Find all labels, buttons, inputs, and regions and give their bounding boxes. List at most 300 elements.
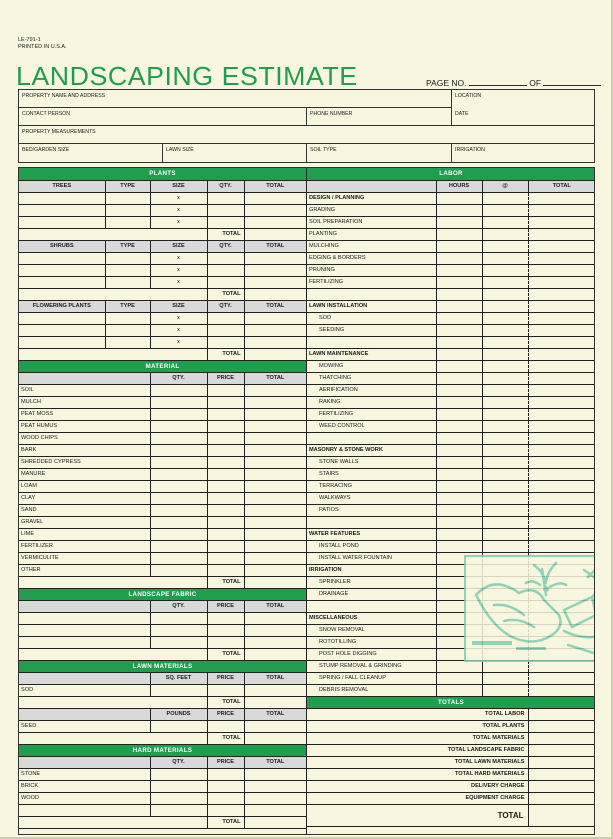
entry-cell[interactable] <box>244 480 306 492</box>
blank <box>307 432 436 444</box>
soil-type-field[interactable] <box>307 144 452 162</box>
entry-cell[interactable] <box>244 720 306 732</box>
x-mark: x <box>150 276 207 288</box>
entry-cell[interactable] <box>436 444 482 456</box>
entry-cell[interactable] <box>207 264 244 276</box>
entry-cell[interactable] <box>207 432 244 444</box>
entry-cell[interactable] <box>207 804 244 816</box>
entry-cell[interactable] <box>528 516 595 528</box>
entry-cell[interactable] <box>207 516 244 528</box>
material-row <box>19 516 306 528</box>
entry-cell[interactable] <box>436 204 482 216</box>
entry-cell[interactable] <box>436 360 482 372</box>
entry-cell[interactable] <box>482 504 528 516</box>
entry-cell[interactable] <box>150 528 207 540</box>
entry-cell[interactable] <box>244 804 306 816</box>
blank <box>19 648 207 660</box>
hard-row <box>19 780 306 792</box>
fabric-heading: LANDSCAPE FABRIC <box>19 588 306 600</box>
entry-cell[interactable] <box>482 216 528 228</box>
entry-cell[interactable] <box>482 360 528 372</box>
entry-cell[interactable] <box>482 444 528 456</box>
entry-cell[interactable] <box>528 444 595 456</box>
entry-cell[interactable] <box>150 480 207 492</box>
entry-cell[interactable] <box>436 276 482 288</box>
entry-cell[interactable] <box>528 396 595 408</box>
entry-cell[interactable] <box>528 732 595 744</box>
property-header-box <box>18 89 595 163</box>
entry-cell[interactable] <box>207 624 244 636</box>
entry-cell[interactable] <box>482 672 528 684</box>
entry-cell[interactable] <box>482 516 528 528</box>
entry-cell[interactable] <box>207 336 244 348</box>
entry-cell[interactable] <box>436 516 482 528</box>
entry-cell[interactable] <box>528 384 595 396</box>
entry-cell[interactable] <box>207 384 244 396</box>
entry-cell[interactable] <box>436 480 482 492</box>
labor-item-label: SPRING / FALL CLEANUP <box>307 672 436 684</box>
material-row <box>19 492 306 504</box>
entry-cell[interactable] <box>207 252 244 264</box>
labor-row <box>307 252 595 264</box>
totals-row <box>307 780 595 792</box>
entry-cell[interactable] <box>207 504 244 516</box>
entry-cell[interactable] <box>207 444 244 456</box>
entry-cell[interactable] <box>528 684 595 696</box>
entry-cell[interactable] <box>150 792 207 804</box>
entry-cell[interactable] <box>150 564 207 576</box>
entry-cell[interactable] <box>207 564 244 576</box>
entry-cell[interactable] <box>19 624 150 636</box>
labor-row <box>307 324 595 336</box>
entry-cell[interactable] <box>150 384 207 396</box>
material-item-label: PEAT MOSS <box>19 408 150 420</box>
entry-cell[interactable] <box>150 612 207 624</box>
entry-cell[interactable] <box>207 468 244 480</box>
price-header: PRICE <box>207 708 244 720</box>
entry-cell[interactable] <box>207 684 244 696</box>
entry-cell[interactable] <box>150 468 207 480</box>
entry-cell[interactable] <box>528 312 595 324</box>
entry-cell[interactable] <box>528 672 595 684</box>
entry-cell[interactable] <box>482 276 528 288</box>
entry-cell[interactable] <box>528 192 595 204</box>
entry-cell[interactable] <box>244 444 306 456</box>
blank <box>19 708 150 720</box>
labor-item-label: STAIRS <box>307 468 436 480</box>
contact-field[interactable] <box>19 108 307 126</box>
entry-cell[interactable] <box>528 792 595 804</box>
hard-item-label: STONE <box>19 768 150 780</box>
entry-cell[interactable] <box>482 264 528 276</box>
entry-cell[interactable] <box>528 216 595 228</box>
material-item-label: SHREDDED CYPRESS <box>19 456 150 468</box>
blank <box>19 756 150 768</box>
grand-total-label: TOTAL <box>307 804 528 826</box>
entry-cell[interactable] <box>150 516 207 528</box>
entry-cell[interactable] <box>244 492 306 504</box>
entry-cell[interactable] <box>244 516 306 528</box>
labor-row <box>307 492 595 504</box>
entry-cell[interactable] <box>528 708 595 720</box>
entry-cell[interactable] <box>244 288 306 300</box>
entry-cell[interactable] <box>436 684 482 696</box>
entry-cell[interactable] <box>244 216 306 228</box>
entry-cell[interactable] <box>244 732 306 744</box>
entry-cell[interactable] <box>528 456 595 468</box>
entry-cell[interactable] <box>19 324 105 336</box>
entry-cell[interactable] <box>482 228 528 240</box>
entry-cell[interactable] <box>207 492 244 504</box>
entry-cell[interactable] <box>436 324 482 336</box>
entry-cell[interactable] <box>150 420 207 432</box>
entry-cell[interactable] <box>482 420 528 432</box>
hard-item-label: WOOD <box>19 792 150 804</box>
labor-item-label: DRAINAGE <box>307 588 436 600</box>
entry-cell[interactable] <box>244 636 306 648</box>
material-item-label: CLAY <box>19 492 150 504</box>
page-no-line[interactable] <box>469 85 527 86</box>
entry-cell[interactable] <box>150 720 207 732</box>
size-header: SIZE <box>150 300 207 312</box>
entry-cell[interactable] <box>244 384 306 396</box>
entry-cell[interactable] <box>244 564 306 576</box>
entry-cell[interactable] <box>207 456 244 468</box>
labor-row <box>307 372 595 384</box>
material-row <box>19 468 306 480</box>
lawn-size-field[interactable] <box>163 144 307 162</box>
entry-cell[interactable] <box>19 336 105 348</box>
entry-cell[interactable] <box>207 552 244 564</box>
total-label: TOTAL <box>207 648 244 660</box>
entry-cell[interactable] <box>207 480 244 492</box>
entry-cell[interactable] <box>482 300 528 312</box>
page-no-label: PAGE NO. <box>426 78 467 88</box>
entry-cell[interactable] <box>244 456 306 468</box>
entry-cell[interactable] <box>19 612 150 624</box>
entry-cell[interactable] <box>244 396 306 408</box>
entry-cell[interactable] <box>436 528 482 540</box>
entry-cell[interactable] <box>436 336 482 348</box>
entry-cell[interactable] <box>436 408 482 420</box>
entry-cell[interactable] <box>207 636 244 648</box>
labor-item-label: FERTILIZING <box>307 408 436 420</box>
entry-cell[interactable] <box>244 576 306 588</box>
entry-cell[interactable] <box>207 420 244 432</box>
entry-cell[interactable] <box>19 192 105 204</box>
labor-row <box>307 360 595 372</box>
entry-cell[interactable] <box>482 408 528 420</box>
entry-cell[interactable] <box>482 492 528 504</box>
material-row <box>19 456 306 468</box>
qty-header: QTY. <box>207 300 244 312</box>
entry-cell[interactable] <box>482 396 528 408</box>
entry-cell[interactable] <box>436 468 482 480</box>
entry-cell[interactable] <box>19 216 105 228</box>
entry-cell[interactable] <box>436 288 482 300</box>
entry-cell[interactable] <box>528 240 595 252</box>
entry-cell[interactable] <box>150 768 207 780</box>
property-name-label: PROPERTY NAME AND ADDRESS <box>22 93 106 99</box>
entry-cell[interactable] <box>150 636 207 648</box>
entry-cell[interactable] <box>436 540 482 552</box>
entry-cell[interactable] <box>207 768 244 780</box>
date-field[interactable] <box>452 108 594 126</box>
entry-cell[interactable] <box>105 336 150 348</box>
seed-col-header <box>19 708 306 720</box>
totals-item-label: TOTAL MATERIALS <box>307 732 528 744</box>
entry-cell[interactable] <box>482 468 528 480</box>
entry-cell[interactable] <box>105 312 150 324</box>
entry-cell[interactable] <box>528 252 595 264</box>
entry-cell[interactable] <box>244 780 306 792</box>
entry-cell[interactable] <box>207 396 244 408</box>
entry-cell[interactable] <box>150 456 207 468</box>
flowering-entry-row <box>19 312 306 324</box>
entry-cell[interactable] <box>207 204 244 216</box>
entry-cell[interactable] <box>482 312 528 324</box>
entry-cell[interactable] <box>207 324 244 336</box>
trees-total-row <box>19 228 306 240</box>
entry-cell[interactable] <box>528 264 595 276</box>
entry-cell[interactable] <box>150 396 207 408</box>
entry-cell[interactable] <box>436 216 482 228</box>
entry-cell[interactable] <box>150 504 207 516</box>
entry-cell[interactable] <box>150 444 207 456</box>
entry-cell[interactable] <box>207 192 244 204</box>
entry-cell[interactable] <box>482 432 528 444</box>
entry-cell[interactable] <box>482 384 528 396</box>
entry-cell[interactable] <box>436 396 482 408</box>
entry-cell[interactable] <box>244 228 306 240</box>
entry-cell[interactable] <box>436 372 482 384</box>
entry-cell[interactable] <box>482 456 528 468</box>
entry-cell[interactable] <box>207 792 244 804</box>
entry-cell[interactable] <box>207 312 244 324</box>
labor-item-label: AERIFICATION <box>307 384 436 396</box>
labor-item-label: EDGING & BORDERS <box>307 252 436 264</box>
entry-cell[interactable] <box>528 348 595 360</box>
entry-cell[interactable] <box>482 192 528 204</box>
entry-cell[interactable] <box>482 348 528 360</box>
entry-cell[interactable] <box>528 756 595 768</box>
irrigation-field[interactable] <box>452 144 594 162</box>
entry-cell[interactable] <box>436 264 482 276</box>
entry-cell[interactable] <box>528 480 595 492</box>
entry-cell[interactable] <box>528 744 595 756</box>
x-mark: x <box>150 264 207 276</box>
entry-cell[interactable] <box>482 324 528 336</box>
entry-cell[interactable] <box>207 276 244 288</box>
entry-cell[interactable] <box>528 780 595 792</box>
material-row <box>19 408 306 420</box>
entry-cell[interactable] <box>436 240 482 252</box>
trees-entry-row <box>19 204 306 216</box>
entry-cell[interactable] <box>528 768 595 780</box>
entry-cell[interactable] <box>244 312 306 324</box>
entry-cell[interactable] <box>528 492 595 504</box>
entry-cell[interactable] <box>482 528 528 540</box>
entry-cell[interactable] <box>436 420 482 432</box>
entry-cell[interactable] <box>105 324 150 336</box>
entry-cell[interactable] <box>244 612 306 624</box>
entry-cell[interactable] <box>105 192 150 204</box>
entry-cell[interactable] <box>244 552 306 564</box>
entry-cell[interactable] <box>528 432 595 444</box>
entry-cell[interactable] <box>105 204 150 216</box>
labor-item-label: SOD <box>307 312 436 324</box>
total-header: TOTAL <box>244 756 306 768</box>
labor-row <box>307 396 595 408</box>
entry-cell[interactable] <box>528 720 595 732</box>
entry-cell[interactable] <box>150 552 207 564</box>
entry-cell[interactable] <box>244 420 306 432</box>
entry-cell[interactable] <box>436 300 482 312</box>
total-header: TOTAL <box>244 708 306 720</box>
entry-cell[interactable] <box>482 288 528 300</box>
sqfeet-header: SQ. FEET <box>150 672 207 684</box>
entry-cell[interactable] <box>19 312 105 324</box>
flowering-col-header <box>19 300 306 312</box>
entry-cell[interactable] <box>150 432 207 444</box>
entry-cell[interactable] <box>436 228 482 240</box>
rate-header: @ <box>482 180 528 192</box>
entry-cell[interactable] <box>436 312 482 324</box>
entry-cell[interactable] <box>19 204 105 216</box>
entry-cell[interactable] <box>244 540 306 552</box>
entry-cell[interactable] <box>436 504 482 516</box>
entry-cell[interactable] <box>244 504 306 516</box>
x-mark: x <box>150 204 207 216</box>
entry-cell[interactable] <box>150 540 207 552</box>
entry-cell[interactable] <box>436 492 482 504</box>
qty-header: QTY. <box>207 240 244 252</box>
entry-cell[interactable] <box>150 624 207 636</box>
entry-cell[interactable] <box>207 528 244 540</box>
entry-cell[interactable] <box>19 264 105 276</box>
entry-cell[interactable] <box>436 252 482 264</box>
entry-cell[interactable] <box>436 348 482 360</box>
entry-cell[interactable] <box>482 540 528 552</box>
entry-cell[interactable] <box>244 468 306 480</box>
entry-cell[interactable] <box>244 528 306 540</box>
entry-cell[interactable] <box>244 252 306 264</box>
entry-cell[interactable] <box>528 336 595 348</box>
measurements-field[interactable] <box>19 126 594 144</box>
entry-cell[interactable] <box>207 408 244 420</box>
entry-cell[interactable] <box>528 408 595 420</box>
entry-cell[interactable] <box>528 300 595 312</box>
labor-heading-row <box>307 168 595 180</box>
entry-cell[interactable] <box>244 696 306 708</box>
entry-cell[interactable] <box>244 768 306 780</box>
entry-cell[interactable] <box>105 216 150 228</box>
entry-cell[interactable] <box>244 324 306 336</box>
entry-cell[interactable] <box>528 204 595 216</box>
entry-cell[interactable] <box>244 816 306 828</box>
entry-cell[interactable] <box>482 480 528 492</box>
entry-cell[interactable] <box>244 204 306 216</box>
entry-cell[interactable] <box>244 336 306 348</box>
entry-cell[interactable] <box>105 252 150 264</box>
entry-cell[interactable] <box>528 324 595 336</box>
entry-cell[interactable] <box>436 672 482 684</box>
entry-cell[interactable] <box>150 684 207 696</box>
totals-item-label: DELIVERY CHARGE <box>307 780 528 792</box>
bed-size-field[interactable] <box>19 144 163 162</box>
x-mark: x <box>150 216 207 228</box>
material-col-header <box>19 372 306 384</box>
page-of-line[interactable] <box>543 85 601 86</box>
entry-cell[interactable] <box>105 276 150 288</box>
entry-cell[interactable] <box>244 264 306 276</box>
entry-cell[interactable] <box>482 684 528 696</box>
entry-cell[interactable] <box>482 336 528 348</box>
totals-item-label: EQUIPMENT CHARGE <box>307 792 528 804</box>
labor-row <box>307 264 595 276</box>
entry-cell[interactable] <box>436 456 482 468</box>
entry-cell[interactable] <box>244 192 306 204</box>
property-name-field[interactable] <box>19 90 452 108</box>
entry-cell[interactable] <box>528 504 595 516</box>
entry-cell[interactable] <box>482 204 528 216</box>
totals-item-label: TOTAL LAWN MATERIALS <box>307 756 528 768</box>
entry-cell[interactable] <box>528 228 595 240</box>
entry-cell[interactable] <box>105 264 150 276</box>
phone-field[interactable] <box>307 108 452 126</box>
entry-cell[interactable] <box>207 540 244 552</box>
entry-cell[interactable] <box>244 348 306 360</box>
entry-cell[interactable] <box>244 276 306 288</box>
entry-cell[interactable] <box>150 780 207 792</box>
hard-materials-heading: HARD MATERIALS <box>19 744 306 756</box>
entry-cell[interactable] <box>244 408 306 420</box>
entry-cell[interactable] <box>207 216 244 228</box>
entry-cell[interactable] <box>528 420 595 432</box>
entry-cell[interactable] <box>207 612 244 624</box>
entry-cell[interactable] <box>150 492 207 504</box>
entry-cell[interactable] <box>482 372 528 384</box>
entry-cell[interactable] <box>19 636 150 648</box>
entry-cell[interactable] <box>482 240 528 252</box>
grand-total-value[interactable] <box>528 804 595 826</box>
entry-cell[interactable] <box>528 528 595 540</box>
entry-cell[interactable] <box>244 624 306 636</box>
entry-cell[interactable] <box>150 408 207 420</box>
entry-cell[interactable] <box>528 468 595 480</box>
entry-cell[interactable] <box>528 372 595 384</box>
entry-cell[interactable] <box>207 720 244 732</box>
material-heading-row <box>19 360 306 372</box>
blank <box>307 180 436 192</box>
entry-cell[interactable] <box>436 192 482 204</box>
entry-cell[interactable] <box>528 540 595 552</box>
entry-cell[interactable] <box>436 432 482 444</box>
entry-cell[interactable] <box>207 780 244 792</box>
entry-cell[interactable] <box>19 252 105 264</box>
entry-cell[interactable] <box>528 288 595 300</box>
entry-cell[interactable] <box>244 792 306 804</box>
entry-cell[interactable] <box>244 684 306 696</box>
entry-cell[interactable] <box>482 252 528 264</box>
entry-cell[interactable] <box>150 804 207 816</box>
entry-cell[interactable] <box>244 648 306 660</box>
entry-cell[interactable] <box>528 360 595 372</box>
entry-cell[interactable] <box>244 432 306 444</box>
entry-cell[interactable] <box>436 384 482 396</box>
entry-cell[interactable] <box>19 276 105 288</box>
entry-cell[interactable] <box>528 276 595 288</box>
